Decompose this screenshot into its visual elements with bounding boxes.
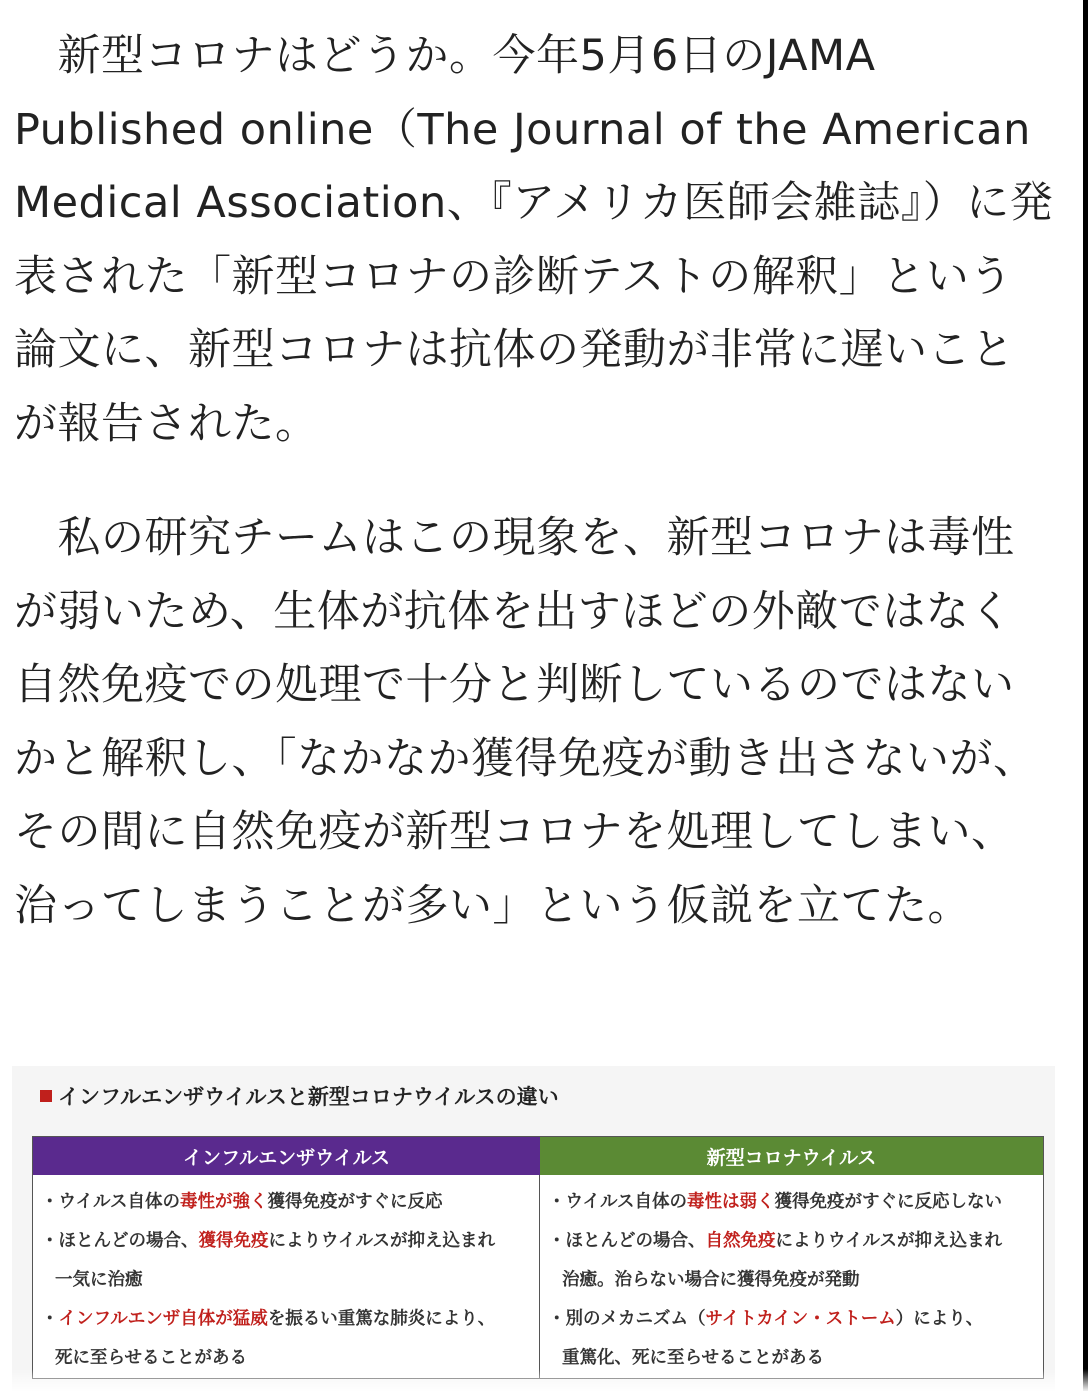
row-text: ・別のメカニズム（ [548,1309,706,1329]
flu-column [33,1175,540,1378]
highlight-text: 毒性は弱く [686,1192,775,1212]
table-row [33,1183,539,1222]
article-body [14,20,1054,943]
title-square-icon [40,1090,52,1102]
row-text: 獲得免疫がすぐに反応しない [774,1192,1002,1212]
highlight-text: 毒性が強く [179,1192,268,1212]
screen-edge [1083,0,1088,1391]
table-row [540,1183,1043,1222]
article-paragraph-1: 新型コロナはどうか。今年5月6日のJAMA Published online（The Journal of the American Medical Association、『アメリカ医師会雑誌』）に発表された「新型コロナの診断テストの解釈」という論文に、新型コロナは抗体の発動が非常に遅いことが報告された。 [14,31,1054,449]
highlight-text: 獲得免疫 [198,1231,269,1251]
table-row [33,1261,539,1300]
table-row [33,1300,539,1339]
table-row [540,1300,1043,1339]
row-text: ・ウイルス自体の [41,1192,180,1212]
bottom-fade [0,1369,1088,1391]
row-text: ・ウイルス自体の [548,1192,687,1212]
table-row [33,1222,539,1261]
table-row [540,1261,1043,1300]
row-text: 死に至らせることがある [55,1348,247,1368]
figure-title-text: インフルエンザウイルスと新型コロナウイルスの違い [58,1085,559,1109]
highlight-text: インフルエンザ自体が猛威 [58,1309,268,1329]
article-paragraph-2: 私の研究チームはこの現象を、新型コロナは毒性が弱いため、生体が抗体を出すほどの外敵ではなく自然免疫での処理で十分と判断しているのではないかと解釈し、「なかなか獲得免疫が動き出さないが、その間に自然免疫が新型コロナを処理してしまい、治ってしまうことが多い」という仮説を立てた。 [14,513,1037,931]
row-text: ・ [41,1309,59,1329]
highlight-text: サイトカイン・ストーム [705,1309,896,1329]
highlight-text: 自然免疫 [705,1231,776,1251]
comparison-table [32,1136,1044,1379]
flu-column-header: インフルエンザウイルス [33,1137,540,1175]
table-row [540,1222,1043,1261]
row-text: 一気に治癒 [55,1270,143,1290]
row-text: 重篤化、死に至らせることがある [562,1348,824,1368]
row-text: によりウイルスが抑え込まれ [268,1231,495,1251]
row-text: 治癒。治らない場合に獲得免疫が発動 [562,1270,860,1290]
row-text: ）により、 [895,1309,984,1329]
row-text: ・ほとんどの場合、 [41,1231,199,1251]
comparison-figure [12,1066,1055,1391]
row-text: によりウイルスが抑え込まれ [775,1231,1002,1251]
figure-title [40,1081,559,1111]
corona-column [540,1175,1043,1378]
corona-column-header: 新型コロナウイルス [540,1137,1043,1175]
row-text: 獲得免疫がすぐに反応 [267,1192,443,1212]
row-text: ・ほとんどの場合、 [548,1231,706,1251]
row-text: を振るい重篤な肺炎により、 [267,1309,496,1329]
